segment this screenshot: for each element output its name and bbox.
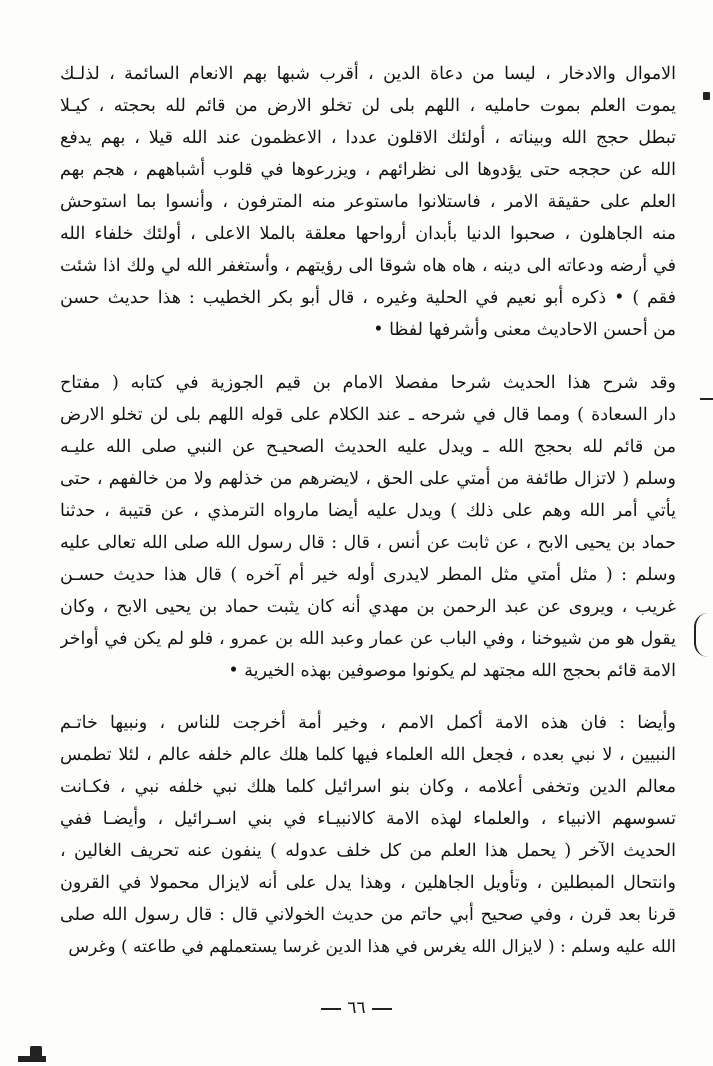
text-line: منه الجاهلون ، صحبوا الدنيا بأبدان أرواحها معلقة بالملا الاعلى ، أولئك خلفاء الله bbox=[60, 224, 676, 244]
text-line: حماد بن يحيى الابح ، عن ثابت عن أنس ، قال : قال رسول الله صلى الله تعالى عليه bbox=[60, 533, 676, 553]
page-number-dash-right bbox=[321, 1008, 341, 1010]
text-line: تسوسهم الانبياء ، والعلماء لهذه الامة كالانبيـاء في بني اسـرائيل ، وأيضـا ففي bbox=[60, 809, 676, 829]
text-line: قرنا بعد قرن ، وفي صحيح أبي حاتم من حديث الخولاني قال : قال رسول الله صلى bbox=[60, 905, 676, 925]
text-line: وأيضا : فان هذه الامة أكمل الامم ، وخير أمة أخرجت للناس ، ونبيها خاتـم bbox=[60, 713, 676, 733]
text-line: من قائم لله بحجج الله ـ ويدل عليه الحديث الصحيـح عن النبي صلى الله عليـه bbox=[60, 437, 676, 457]
paragraph-3 bbox=[60, 707, 676, 963]
text-line: دار السعادة ) ومما قال في شرحه ـ عند الكلام على قوله اللهم بلى لن تخلو الارض bbox=[60, 405, 676, 425]
text-line: غريب ، ويروى عن عبد الرحمن بن مهدي أنه كان يثبت حماد بن يحيى الابح ، وكان bbox=[60, 597, 676, 617]
text-line: تبطل حجج الله وبيناته ، أولئك الاقلون عددا ، الاعظمون عند الله قيلا ، بهم يدفع bbox=[60, 128, 676, 148]
text-line: الامة قائم بحجج الله مجتهد لم يكونوا موصوفين بهذه الخيرية • bbox=[228, 661, 676, 681]
page-number: ٦٦ bbox=[347, 998, 366, 1018]
text-line: يقول هو من شيوخنا ، وفي الباب عن عمار وعبد الله بن عمرو ، فلو لم يكن في أواخر bbox=[60, 629, 676, 649]
text-line: معالم الدين وتخفى أعلامه ، وكان بنو اسرائيل كلما هلك نبي خلفه نبي ، فكـانت bbox=[60, 777, 676, 797]
text-line: وقد شرح هذا الحديث شرحا مفصلا الامام بن قيم الجوزية في كتابه ( مفتاح bbox=[60, 373, 676, 393]
scan-artifact-mark bbox=[18, 1056, 46, 1062]
text-line: النبيين ، لا نبي بعده ، فجعل الله العلماء فيها كلما هلك عالم خلفه عالم ، لئلا تطمس bbox=[60, 745, 676, 765]
text-line: في أرضه ودعاته الى دينه ، هاه هاه شوقا الى رؤيتهم ، وأستغفر الله لي ولك اذا شئت bbox=[60, 256, 676, 276]
text-line: وسلم : ( مثل أمتي مثل المطر لايدرى أوله خير أم آخره ) قال هذا حديث حسـن bbox=[60, 565, 676, 585]
text-line: وسلم ( لاتزال طائفة من أمتي على الحق ، لايضرهم من خذلهم ولا من خالفهم ، حتى bbox=[60, 469, 676, 489]
text-line: يأتي أمر الله وهم على ذلك ) ويدل عليه أيضا مارواه الترمذي ، عن قتيبة ، حدثنا bbox=[60, 501, 676, 521]
scan-artifact-mark bbox=[700, 398, 713, 400]
text-line: الحديث الآخر ( يحمل هذا العلم من كل خلف عدوله ) ينفون عنه تحريف الغالين ، bbox=[60, 841, 676, 861]
scan-artifact-bracket bbox=[694, 613, 712, 657]
page-number-footer bbox=[0, 995, 713, 1021]
text-line: الاموال والادخار ، ليسا من دعاة الدين ، أقرب شبها بهم الانعام السائمة ، لذلـك bbox=[60, 64, 676, 84]
page-number-dash-left bbox=[372, 1008, 392, 1010]
paragraph-2 bbox=[60, 367, 676, 687]
text-line: الله عليه وسلم : ( لايزال الله يغرس في هذا الدين غرسا يستعملهم في طاعته ) وغرس bbox=[68, 937, 676, 957]
text-line: الله عن حججه حتى يؤدوها الى نظرائهم ، ويزرعوها في قلوب أشباههم ، هجم بهم bbox=[60, 160, 676, 180]
text-line: يموت العلم بموت حامليه ، اللهم بلى لن تخلو الارض من قائم لله بحجته ، كيـلا bbox=[60, 96, 676, 116]
scan-artifact-mark bbox=[703, 92, 710, 100]
paragraph-1 bbox=[60, 58, 676, 346]
text-line: من أحسن الاحاديث معنى وأشرفها لفظا • bbox=[373, 320, 676, 340]
text-line: فقم ) • ذكره أبو نعيم في الحلية وغيره ، قال أبو بكر الخطيب : هذا حديث حسن bbox=[60, 288, 676, 308]
text-line: العلم على حقيقة الامر ، فاستلانوا ماستوعر منه المترفون ، وأنسوا بما استوحش bbox=[60, 192, 676, 212]
text-line: وانتحال المبطلين ، وتأويل الجاهلين ، وهذا يدل على أنه لايزال محمولا في القرون bbox=[60, 873, 676, 893]
